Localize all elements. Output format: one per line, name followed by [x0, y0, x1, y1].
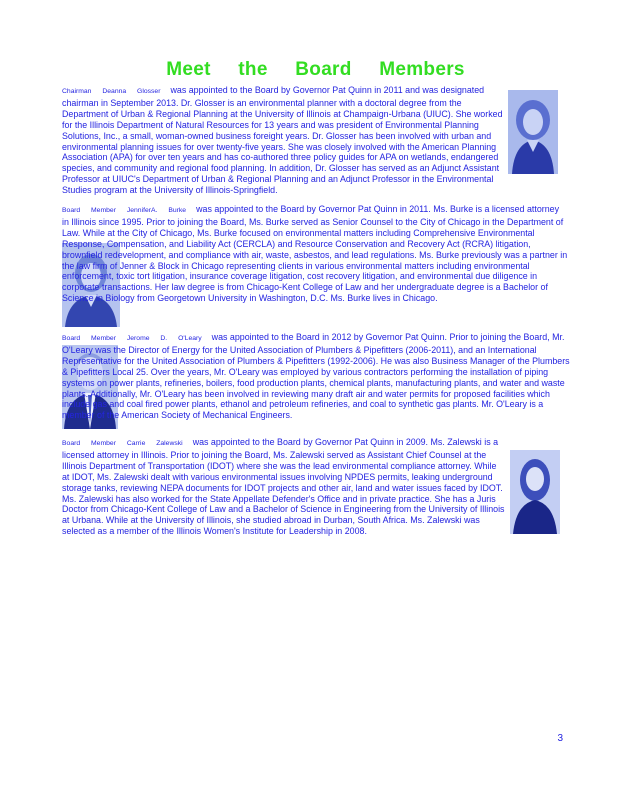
- bio-header: Chairman Deanna Glosser: [62, 88, 161, 95]
- bio-oleary: [62, 332, 574, 421]
- bio-text: was appointed to the Board by Governor Pat Quinn in 2009. Ms. Zalewski is a licensed attorney in Illinois. Prior to joining the Board, Ms. Zalewski served as Assistant Chief Counsel at the Illinois Department of Transportation (IDOT) where she was the lead environmental compliance attorney. While at IDOT, Ms. Zalewski dealt with various environmental issues involving NPDES permits, leaking underground storage tanks, reviewing NEPA documents for IDOT projects and other air, land and water issues faced by IDOT. Ms. Zalewski has also worked for the State Appellate Defender's Office and in private practice. She has a Juris Doctor from Chicago-Kent College of Law and a Bachelor of Science in Engineering from the University of Illinois at Urbana. While at the University of Illinois, she studied abroad in Durban, South Africa. Ms. Zalewski was selected as a member of the Illinois Women's Institute for Leadership in 2008.: [62, 437, 505, 537]
- bio-text: was appointed to the Board by Governor Pat Quinn in 2011. Ms. Burke is a licensed attorney in Illinois since 1995. Prior to joining the Board, Ms. Burke served as Senior Counsel to the City of Chicago in the Department of Law. While at the City of Chicago, Ms. Burke focused on environmental matters including Comprehensive Environmental Response, Compensation, and Liability Act (CERCLA) and Resource Conservation and Recovery Act (RCRA) litigation, brownfield redevelopment, and compliance with air, waste, asbestos, and lead regulations. Ms. Burke previously was a partner in the law firm of Jenner & Block in Chicago representing clients in various environmental matters including environmental enforcement, toxic tort litigation, insurance coverage litigation, cost recovery litigation, and environmental due diligence in corporate transactions. Her law degree is from Chicago-Kent College of Law and her undergraduate degree is a Bachelor of Science in Biology from Georgetown University in Washington, D.C. Ms. Burke lives in Chicago.: [62, 204, 568, 304]
- bio-zalewski: [62, 437, 506, 537]
- bio-text: was appointed to the Board in 2012 by Governor Pat Quinn. Prior to joining the Board, Mr. O'Leary was the Director of Energy for the United Association of Plumbers & Pipefitters (2006-2011), and an International Representative for the United Association of Plumbers & Pipefitters (1992-2006). He was also Business Manager of the Plumbers & Pipefitters Local 25. Over the years, Mr. O'Leary was employed by various contractors performing the installation of piping systems on power plants, refineries, boilers, food production plants, chemical plants, manufacturing plants, and water and waste plants. Additionally, Mr. O'Leary has been involved in reviewing many draft air and water permits for proposed facilities which include gas and coal fired power plants, ethanol and petroleum refineries, and coal to synthetic gas plants. Mr. O'Leary is a member of the American Society of Mechanical Engineers.: [62, 332, 570, 421]
- bio-header: Board Member JenniferA. Burke: [62, 207, 187, 214]
- bio-header: Board Member Carrie Zalewski: [62, 440, 183, 447]
- photo-carrie-zalewski: [510, 450, 560, 534]
- photo-deanna-glosser: [508, 90, 558, 174]
- bio-glosser: [62, 85, 504, 196]
- bio-burke: [62, 204, 568, 304]
- page-title: Meet the Board Members: [166, 59, 465, 80]
- bio-header: Board Member Jerome D. O'Leary: [62, 335, 202, 342]
- bio-text: was appointed to the Board by Governor Pat Quinn in 2011 and was designated chairman in September 2013. Dr. Glosser is an environmental planner with a doctoral degree from the Department of Urban & Regional Planning at the University of Illinois at Champaign-Urbana (UIUC). She worked for the Illinois Department of Natural Resources for 13 years and was president of Environmental Planning Solutions, Inc., a small, woman-owned business foreight years. Dr. Glosser has been involved with urban and environmental planning issues for over twenty-five years. She was closely involved with the American Planning Association (APA) for over ten years and has co-authored three policy guides for APA on wetlands, endangered species, and community and regional food planning. In addition, Dr. Glosser has served as an Adjunct Assistant Professor at UIUC's Department of Urban & Regional Planning and an Adjunct Professor in the Environmental Studies program at the University of Illinois-Springfield.: [62, 85, 503, 196]
- page-number: 3: [557, 733, 563, 744]
